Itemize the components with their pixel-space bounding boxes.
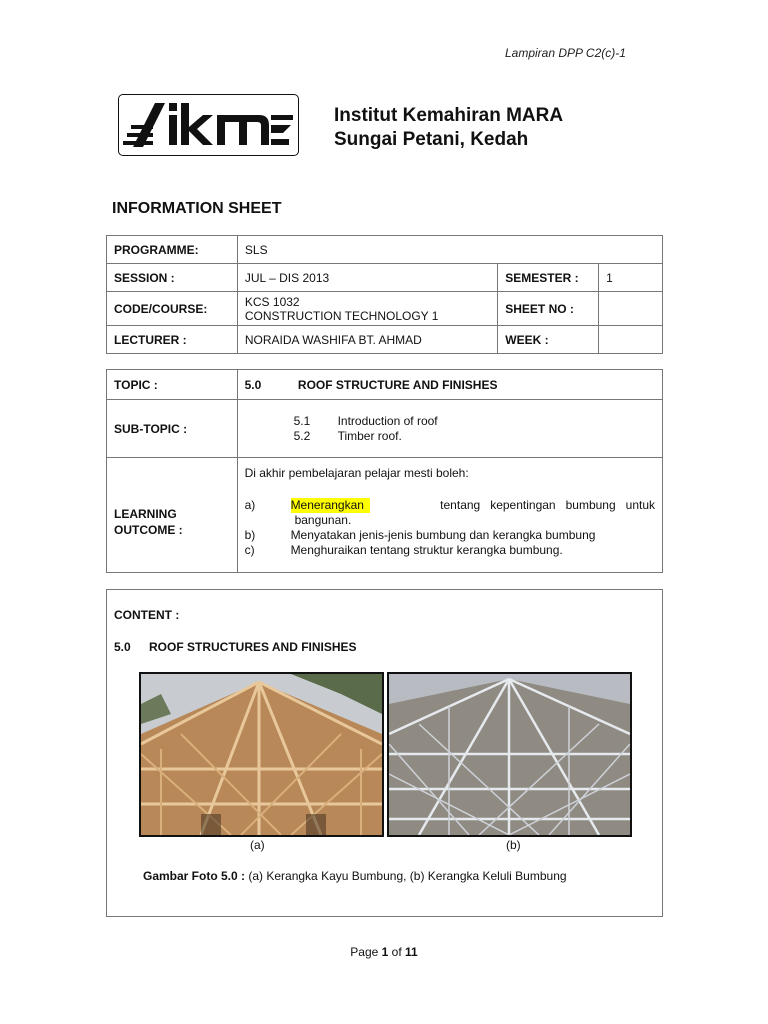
outcome-text-continued: bangunan. xyxy=(294,513,352,527)
sheet-title: INFORMATION SHEET xyxy=(112,200,282,217)
learning-outcome-content xyxy=(237,458,662,573)
document-reference: Lampiran DPP C2(c)-1 xyxy=(505,46,626,60)
table-row xyxy=(107,236,663,264)
subtopic-list xyxy=(237,400,662,458)
subtopic-text: Timber roof. xyxy=(337,428,402,443)
sheet-no-value xyxy=(599,292,663,326)
week-label: WEEK : xyxy=(498,326,599,354)
lecturer-value: NORAIDA WASHIFA BT. AHMAD xyxy=(237,326,497,354)
section-title: ROOF STRUCTURES AND FINISHES xyxy=(149,640,357,654)
caption-text: (a) Kerangka Kayu Bumbung, (b) Kerangka Keluli Bumbung xyxy=(245,869,567,883)
page-footer xyxy=(0,945,768,959)
timber-roof-image-icon xyxy=(141,674,382,835)
caption-label: Gambar Foto 5.0 : xyxy=(143,869,246,883)
learning-label-line1: LEARNING xyxy=(114,507,177,521)
list-item xyxy=(245,513,655,528)
subtopic-number: 5.2 xyxy=(293,428,311,443)
photo-a-label: (a) xyxy=(250,838,265,852)
outcome-text xyxy=(291,498,655,513)
subtopic-text: Introduction of roof xyxy=(337,413,438,428)
page-word: Page xyxy=(350,945,382,959)
list-item xyxy=(294,429,655,444)
photo-b-label: (b) xyxy=(506,838,521,852)
subtopic-label: SUB-TOPIC : xyxy=(107,400,238,458)
institute-name xyxy=(334,104,563,152)
outcome-key: b) xyxy=(244,528,256,542)
timber-roof-photo xyxy=(139,672,384,837)
content-section-heading xyxy=(114,640,357,654)
content-label: CONTENT : xyxy=(114,608,180,622)
session-value: JUL – DIS 2013 xyxy=(237,264,497,292)
steel-roof-image-icon xyxy=(389,674,630,835)
topic-title: ROOF STRUCTURE AND FINISHES xyxy=(297,377,498,392)
page-total: 11 xyxy=(405,945,418,959)
learning-outcome-label xyxy=(107,458,238,573)
lecturer-label: LECTURER : xyxy=(107,326,238,354)
steel-roof-photo xyxy=(387,672,632,837)
of-word: of xyxy=(388,945,406,959)
table-row xyxy=(107,264,663,292)
outcome-text: Menghuraikan tentang struktur kerangka bumbung. xyxy=(290,543,563,557)
topic-number: 5.0 xyxy=(244,377,262,392)
ikm-logo-icon xyxy=(119,95,297,154)
photo-caption xyxy=(143,869,567,883)
table-row xyxy=(107,326,663,354)
semester-label: SEMESTER : xyxy=(498,264,599,292)
table-row xyxy=(107,458,663,573)
list-item xyxy=(245,498,655,513)
learning-label-line2: OUTCOME : xyxy=(114,523,183,537)
week-value xyxy=(599,326,663,354)
topic-label: TOPIC : xyxy=(107,370,238,400)
programme-value: SLS xyxy=(237,236,662,264)
topic-table xyxy=(106,369,663,573)
table-row xyxy=(107,370,663,400)
code-value-line2: CONSTRUCTION TECHNOLOGY 1 xyxy=(244,308,439,323)
outcome-key: c) xyxy=(244,543,255,557)
session-label: SESSION : xyxy=(107,264,238,292)
subtopic-number: 5.1 xyxy=(293,413,311,428)
list-item xyxy=(245,543,655,558)
learning-intro: Di akhir pembelajaran pelajar mesti boleh: xyxy=(244,466,469,480)
semester-value: 1 xyxy=(599,264,663,292)
code-value xyxy=(237,292,497,326)
page-current: 1 xyxy=(381,945,389,959)
info-table xyxy=(106,235,663,354)
institute-name-line1: Institut Kemahiran MARA xyxy=(334,105,564,126)
topic-value xyxy=(237,370,662,400)
code-value-line1: KCS 1032 xyxy=(244,294,300,309)
institute-name-line2: Sungai Petani, Kedah xyxy=(334,129,529,150)
section-number: 5.0 xyxy=(114,640,131,654)
outcome-text-rest: tentang kepentingan bumbung untuk xyxy=(440,498,655,512)
sheet-no-label: SHEET NO : xyxy=(498,292,599,326)
code-label: CODE/COURSE: xyxy=(107,292,238,326)
list-item xyxy=(245,528,655,543)
outcome-key: a) xyxy=(244,498,256,512)
programme-label: PROGRAMME: xyxy=(107,236,238,264)
outcome-highlight: Menerangkan xyxy=(291,498,370,513)
table-row xyxy=(107,292,663,326)
list-item xyxy=(294,414,655,429)
institute-logo xyxy=(118,94,299,156)
outcome-text: Menyatakan jenis-jenis bumbung dan kerangka bumbung xyxy=(290,528,596,542)
table-row xyxy=(107,400,663,458)
content-section xyxy=(106,589,663,917)
